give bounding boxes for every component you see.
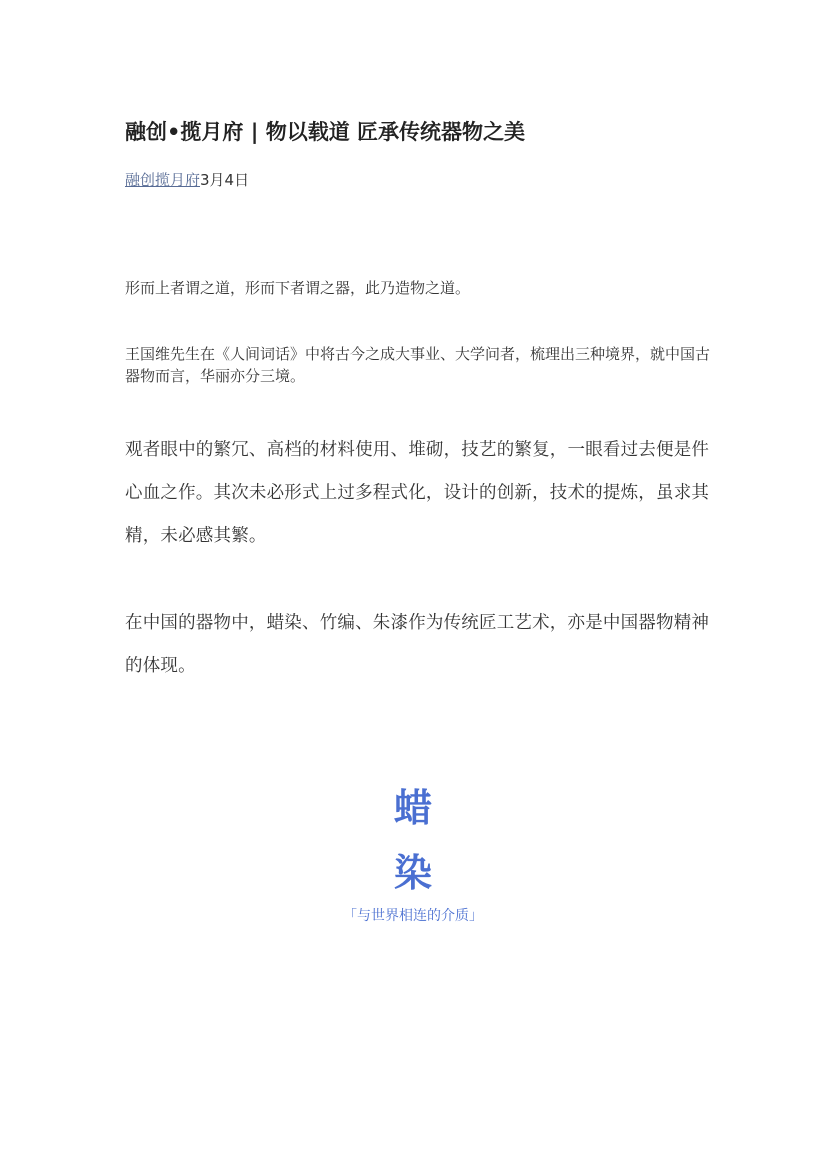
article-meta <box>125 170 249 190</box>
section-heading-char-2: 染 <box>393 851 432 895</box>
author-link[interactable]: 融创揽月府 <box>125 171 201 189</box>
paragraph-4: 在中国的器物中，蜡染、竹编、朱漆作为传统匠工艺术，亦是中国器物精神的体现。 <box>125 613 710 676</box>
paragraph-3: 观者眼中的繁冗、高档的材料使用、堆砌，技艺的繁复，一眼看过去便是件心血之作。其次未必形式上过多程式化，设计的创新，技术的提炼，虽求其精，未必感其繁。 <box>125 440 710 546</box>
paragraph-1: 形而上者谓之道，形而下者谓之器，此乃造物之道。 <box>125 279 471 297</box>
section-heading-char-1: 蜡 <box>393 786 432 830</box>
paragraph-2: 王国维先生在《人间词话》中将古今之成大事业、大学问者，梳理出三种境界，就中国古器物而言，华丽亦分三境。 <box>125 345 711 385</box>
publish-date: 3月4日 <box>200 171 250 189</box>
article-title: 融创•揽月府 | 物以载道 匠承传统器物之美 <box>125 120 526 144</box>
section-subtitle: 「与世界相连的介质」 <box>343 908 483 924</box>
